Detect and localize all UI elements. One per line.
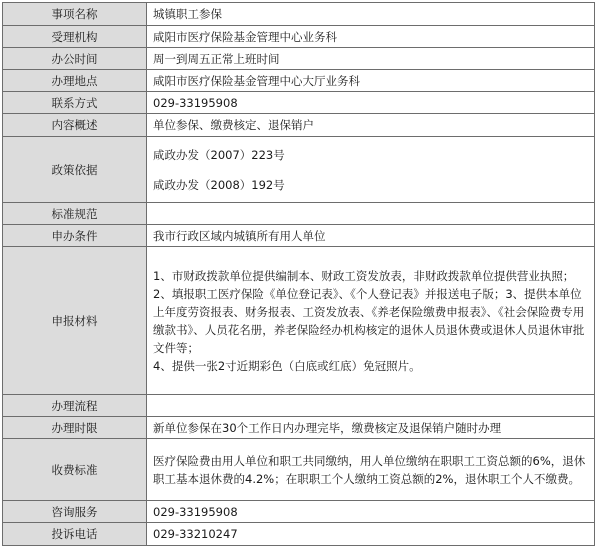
row-value [147, 203, 595, 225]
table-row [3, 417, 595, 439]
row-value: 029-33210247 [147, 523, 595, 546]
table-row [3, 225, 595, 247]
row-value [147, 395, 595, 417]
table-row [3, 247, 595, 395]
row-label: 办理流程 [3, 395, 147, 417]
row-label: 申报材料 [3, 247, 147, 395]
row-value: 周一到周五正常上班时间 [147, 48, 595, 70]
row-value: 城镇职工参保 [147, 3, 595, 26]
table-row [3, 26, 595, 48]
table-row [3, 501, 595, 523]
table-row [3, 92, 595, 114]
table-row [3, 203, 595, 225]
row-label: 受理机构 [3, 26, 147, 48]
service-info-table [2, 2, 595, 546]
row-value: 029-33195908 [147, 501, 595, 523]
row-label: 政策依据 [3, 137, 147, 203]
table-row [3, 70, 595, 92]
row-label: 收费标准 [3, 439, 147, 501]
table-row [3, 395, 595, 417]
row-label: 联系方式 [3, 92, 147, 114]
table-row [3, 114, 595, 137]
material-item: 2、填报职工医疗保险《单位登记表》、《个人登记表》并报送电子版；3、提供本单位上年度劳资报表、财务报表、工资发放表、《养老保险缴费申报表》、《社会保险费专用缴款书》、人员花名册，养老保险经办机构核定的退休人员退休费或退休人员退休审批文件等； [153, 286, 585, 355]
table-row [3, 48, 595, 70]
row-label: 内容概述 [3, 114, 147, 137]
material-item: 1、市财政拨款单位提供编制本、财政工资发放表，非财政拨款单位提供营业执照； [153, 268, 575, 283]
table-row [3, 137, 595, 203]
row-value: 我市行政区域内城镇所有用人单位 [147, 225, 595, 247]
row-label: 咨询服务 [3, 501, 147, 523]
row-label: 办理时限 [3, 417, 147, 439]
row-label: 事项名称 [3, 3, 147, 26]
row-label: 申办条件 [3, 225, 147, 247]
policy-reference: 咸政办发（2008）192号 [153, 177, 285, 192]
table-row [3, 3, 595, 26]
row-value: 单位参保、缴费核定、退保销户 [147, 114, 595, 137]
row-label: 办理地点 [3, 70, 147, 92]
row-value: 029-33195908 [147, 92, 595, 114]
row-value [147, 247, 595, 395]
table-row [3, 439, 595, 501]
row-value: 咸阳市医疗保险基金管理中心业务科 [147, 26, 595, 48]
row-value [147, 137, 595, 203]
policy-reference: 咸政办发（2007）223号 [153, 147, 285, 162]
row-label: 标准规范 [3, 203, 147, 225]
table-row [3, 523, 595, 546]
row-label: 办公时间 [3, 48, 147, 70]
material-item: 4、提供一张2寸近期彩色（白底或红底）免冠照片。 [153, 358, 421, 373]
row-value: 医疗保险费由用人单位和职工共同缴纳，用人单位缴纳在职职工工资总额的6%，退休职工基本退休费的4.2%；在职职工个人缴纳工资总额的2%，退休职工个人不缴费。 [147, 439, 595, 501]
row-label: 投诉电话 [3, 523, 147, 546]
row-value: 咸阳市医疗保险基金管理中心大厅业务科 [147, 70, 595, 92]
row-value: 新单位参保在30个工作日内办理完毕，缴费核定及退保销户随时办理 [147, 417, 595, 439]
